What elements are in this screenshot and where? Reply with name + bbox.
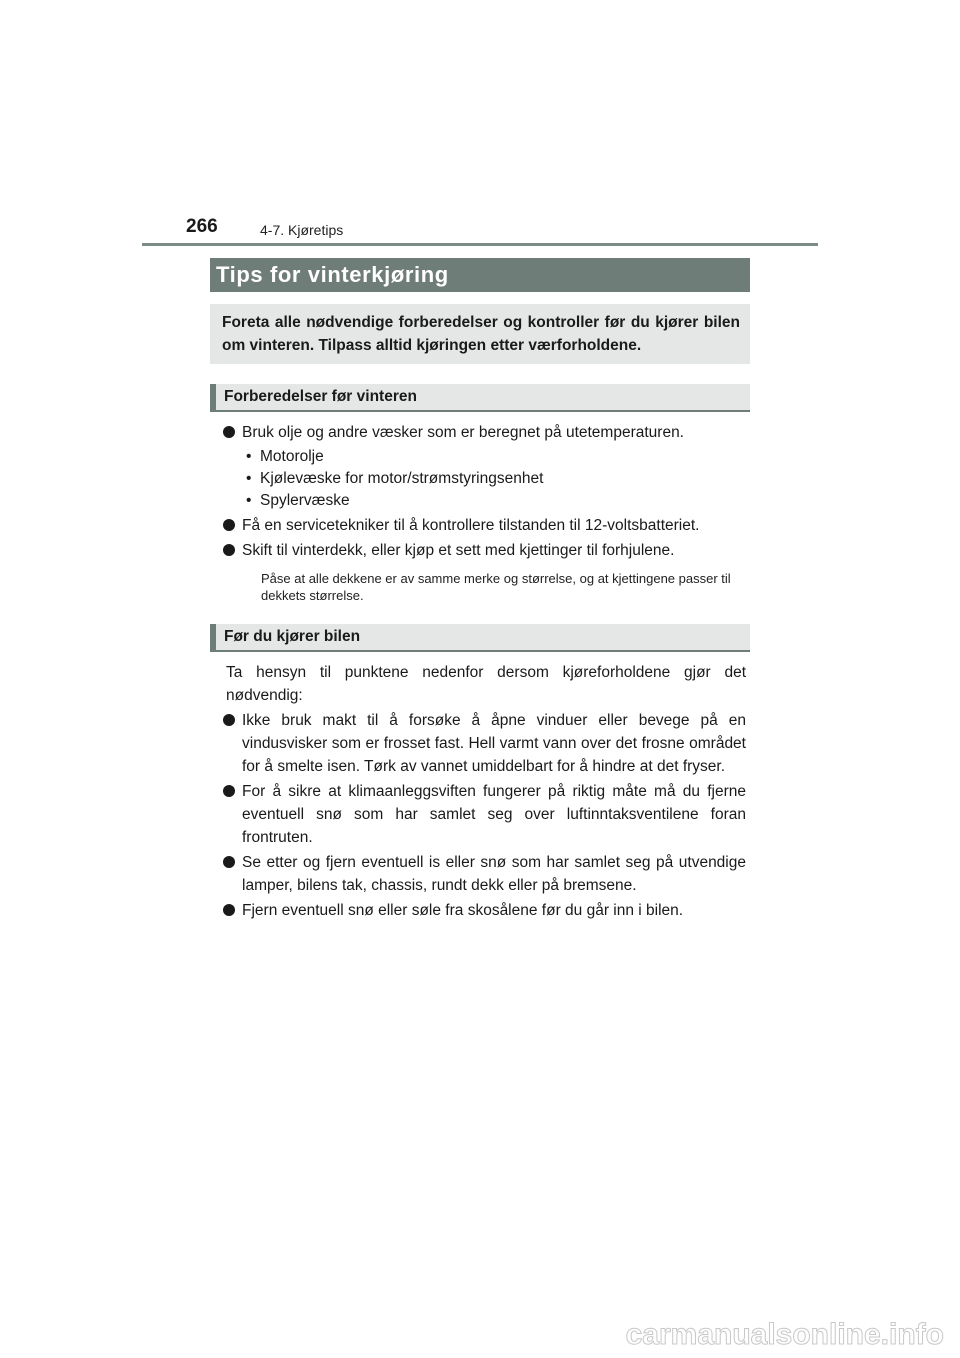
sub-list-item (210, 490, 750, 512)
watermark-text: carmanualsonline.info (625, 1318, 944, 1351)
list-item (210, 780, 750, 849)
header-divider (142, 243, 818, 246)
bullet-icon (223, 785, 235, 797)
page-number: 266 (186, 216, 218, 237)
page-content (210, 258, 750, 924)
list-item-text: Se etter og fjern eventuell is eller snø som har samlet seg på utvendige lamper, bilens tak, chassis, rundt dekk eller på bremsene. (242, 854, 746, 894)
sub-list-item-text: Spylervæske (260, 492, 350, 509)
sub-bullet-icon: • (246, 470, 252, 487)
before-driving-list (210, 709, 750, 922)
list-item (210, 421, 750, 444)
sub-list-item-text: Motorolje (260, 448, 324, 465)
list-item-text: Fjern eventuell snø eller søle fra skosålene før du går inn i bilen. (242, 902, 684, 919)
sub-bullet-icon: • (246, 492, 252, 509)
bullet-icon (223, 856, 235, 868)
bullet-icon (223, 519, 235, 531)
preparations-list (210, 421, 750, 604)
list-item (210, 851, 750, 897)
list-item (210, 539, 750, 562)
bullet-icon (223, 714, 235, 726)
section-heading-before-driving: Før du kjører bilen (210, 624, 750, 652)
bullet-icon (223, 544, 235, 556)
intro-box: Foreta alle nødvendige forberedelser og kontroller før du kjører bilen om vinteren. Tilpass alltid kjøringen etter værforholdene. (210, 304, 750, 364)
fluid-sublist (210, 446, 750, 512)
bullet-icon (223, 426, 235, 438)
sub-bullet-icon: • (246, 448, 252, 465)
list-item-text: Skift til vinterdekk, eller kjøp et sett med kjettinger til forhjulene. (242, 542, 675, 559)
page-header (142, 216, 818, 246)
list-item-text: Ikke bruk makt til å forsøke å åpne vinduer eller bevege på en vindusvisker som er frosset fast. Hell varmt vann over det frosne området for å smelte isen. Tørk av vannet umiddelbart for å hindre at det fryser. (242, 712, 746, 775)
list-item-text: Få en servicetekniker til å kontrollere tilstanden til 12-voltsbatteriet. (242, 517, 700, 534)
before-driving-intro: Ta hensyn til punktene nedenfor dersom kjøreforholdene gjør det nødvendig: (226, 664, 746, 704)
section-reference: 4-7. Kjøretips (260, 222, 344, 238)
sub-list-item-text: Kjølevæske for motor/strømstyringsenhet (260, 470, 544, 487)
tire-note: Påse at alle dekkene er av samme merke og størrelse, og at kjettingene passer til dekkets størrelse. (261, 571, 731, 603)
list-item-text: Bruk olje og andre væsker som er beregnet på utetemperaturen. (242, 424, 684, 441)
bullet-icon (223, 904, 235, 916)
sub-list-item (210, 468, 750, 490)
list-item (210, 514, 750, 537)
list-item (210, 709, 750, 778)
page-title: Tips for vinterkjøring (210, 258, 750, 292)
section-heading-preparations: Forberedelser før vinteren (210, 384, 750, 412)
sub-list-item (210, 446, 750, 468)
list-item-text: For å sikre at klimaanleggsviften fungerer på riktig måte må du fjerne eventuell snø som har samlet seg over luftinntaksventilene foran frontruten. (242, 783, 746, 846)
list-item (210, 899, 750, 922)
